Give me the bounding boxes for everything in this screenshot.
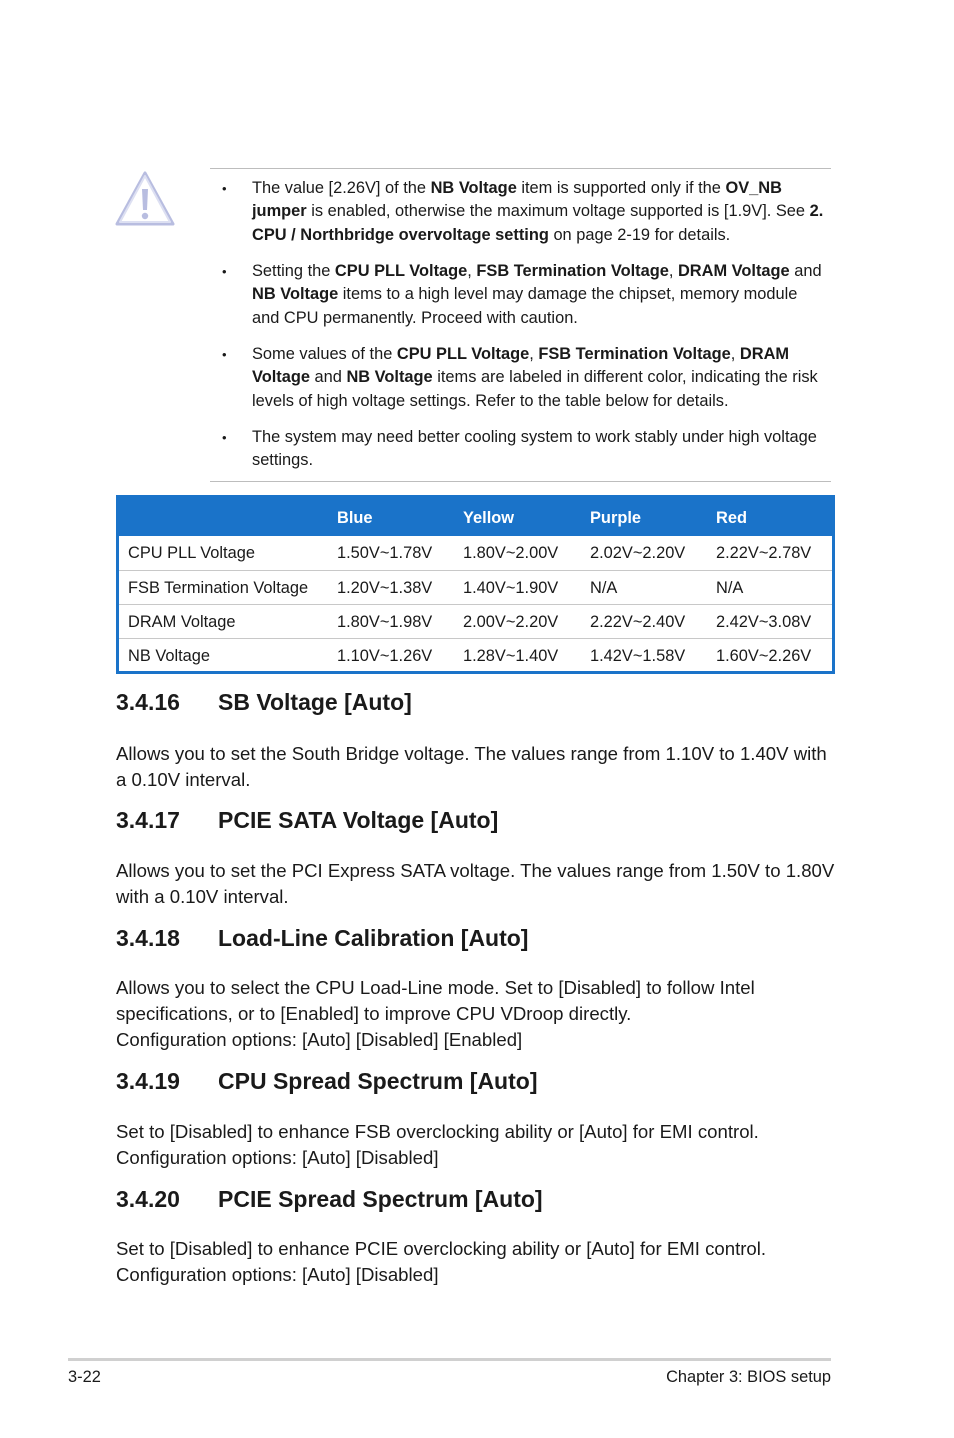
- bullet: •: [222, 181, 227, 196]
- table-cell: N/A: [590, 579, 618, 597]
- table-cell: 1.40V~1.90V: [463, 579, 559, 597]
- chapter-label: Chapter 3: BIOS setup: [666, 1368, 831, 1386]
- section-title: Load-Line Calibration [Auto]: [218, 925, 529, 951]
- note-text: Setting the: [252, 262, 335, 280]
- section-number: 3.4.17: [116, 807, 180, 833]
- note-bold: FSB Termination Voltage: [538, 345, 731, 363]
- note-text: ,: [467, 262, 477, 280]
- table-cell: 2.42V~3.08V: [716, 613, 812, 631]
- note-bold: NB Voltage: [252, 285, 339, 304]
- note-bold: NB Voltage: [430, 179, 517, 197]
- warning-triangle-icon: [114, 170, 176, 228]
- table-cell: 1.42V~1.58V: [590, 647, 686, 665]
- table-header: [119, 498, 832, 536]
- section-body-line: Set to [Disabled] to enhance PCIE overclocking ability or [Auto] for EMI control.: [116, 1238, 767, 1259]
- table-row: [119, 638, 832, 673]
- section-title: SB Voltage [Auto]: [218, 689, 412, 715]
- table-cell: 1.10V~1.26V: [337, 647, 433, 665]
- table-header-cell: Yellow: [463, 509, 515, 527]
- note-bold: DRAM Voltage: [252, 345, 790, 387]
- page-number: 3-22: [68, 1368, 101, 1386]
- note-bold: 2. CPU / Northbridge overvoltage setting: [252, 202, 824, 244]
- note-bottom-divider: [210, 481, 831, 482]
- table-cell: 1.80V~2.00V: [463, 544, 559, 562]
- table-header-cell: Purple: [590, 509, 642, 527]
- table-cell: 1.20V~1.38V: [337, 579, 433, 597]
- section-title: CPU Spread Spectrum [Auto]: [218, 1068, 538, 1094]
- note-text: items to a high level may damage the chipset, memory module and CPU permanently. Proceed with caution.: [252, 285, 798, 327]
- section-title: PCIE SATA Voltage [Auto]: [218, 807, 499, 833]
- table-cell: 1.50V~1.78V: [337, 544, 433, 562]
- table-row: [119, 604, 832, 639]
- table-cell: 1.80V~1.98V: [337, 613, 433, 631]
- note-top-divider: [210, 168, 831, 169]
- note-bold: CPU PLL Voltage: [396, 345, 530, 363]
- table-row: [119, 570, 832, 605]
- note-bold: CPU PLL Voltage: [334, 262, 468, 280]
- section-body: Allows you to set the PCI Express SATA voltage. The values range from 1.50V to 1.80V with a 0.10V interval.: [116, 860, 835, 907]
- note-bold: NB Voltage: [346, 368, 433, 387]
- table-header-cell: Blue: [337, 509, 373, 527]
- note-text: The system may need better cooling system to work stably under high voltage settings.: [252, 428, 817, 470]
- note-text: and: [789, 262, 822, 280]
- table-cell: FSB Termination Voltage: [128, 579, 309, 597]
- table-header-cell: Red: [716, 509, 747, 527]
- note-text: Some values of the: [252, 345, 397, 363]
- table-cell: 2.02V~2.20V: [590, 544, 686, 562]
- section-body: [116, 975, 836, 1052]
- note-text: items are labeled in different color, indicating the risk levels of high voltage settings. Refer to the table below for details.: [252, 368, 818, 410]
- note-text: ,: [529, 345, 539, 363]
- table-cell: NB Voltage: [128, 647, 211, 665]
- section-body-line: Configuration options: [Auto] [Disabled]: [116, 1146, 439, 1168]
- note-text: on page 2-19 for details.: [548, 225, 731, 244]
- note-text: ,: [730, 345, 740, 363]
- note-bold: OV_NB jumper: [252, 179, 782, 221]
- section-number: 3.4.20: [116, 1186, 180, 1212]
- section-number: 3.4.16: [116, 689, 180, 715]
- table-cell: 1.28V~1.40V: [463, 647, 559, 665]
- section-body: [116, 1236, 836, 1288]
- note-text: and: [309, 368, 347, 387]
- bullet: •: [222, 347, 227, 362]
- footer-divider: [68, 1358, 831, 1361]
- section-body: [116, 1119, 836, 1171]
- note-text: The value [2.26V] of the: [252, 179, 431, 197]
- table-cell: 1.60V~2.26V: [716, 647, 812, 665]
- table-cell: DRAM Voltage: [128, 613, 236, 631]
- section-body-line: Set to [Disabled] to enhance FSB overclocking ability or [Auto] for EMI control.: [116, 1121, 759, 1142]
- section-number: 3.4.18: [116, 925, 180, 951]
- note-text: ,: [668, 262, 678, 280]
- note-text: is enabled, otherwise the maximum voltage supported is [1.9V]. See: [306, 202, 810, 221]
- note-bold: FSB Termination Voltage: [476, 262, 669, 280]
- table-cell: N/A: [716, 579, 744, 597]
- table-cell: 2.00V~2.20V: [463, 613, 559, 631]
- note-bold: DRAM Voltage: [677, 262, 790, 280]
- voltage-color-table: [116, 495, 835, 674]
- bullet: •: [222, 264, 227, 279]
- table-cell: CPU PLL Voltage: [128, 544, 255, 562]
- bullet: •: [222, 430, 227, 445]
- table-cell: 2.22V~2.78V: [716, 544, 812, 562]
- section-body: Allows you to set the South Bridge voltage. The values range from 1.10V to 1.40V with a 0.10V interval.: [116, 743, 827, 790]
- section-body-line: Configuration options: [Auto] [Disabled] [Enabled]: [116, 1028, 523, 1050]
- section-body-line: Allows you to select the CPU Load-Line mode. Set to [Disabled] to follow Intel specifications, or to [Enabled] to improve CPU VDroop directly.: [116, 977, 755, 1024]
- table-cell: 2.22V~2.40V: [590, 613, 686, 631]
- section-title: PCIE Spread Spectrum [Auto]: [218, 1186, 543, 1212]
- section-body-line: Configuration options: [Auto] [Disabled]: [116, 1263, 439, 1285]
- table-row: [119, 536, 832, 570]
- note-text: item is supported only if the: [516, 179, 726, 197]
- section-number: 3.4.19: [116, 1068, 180, 1094]
